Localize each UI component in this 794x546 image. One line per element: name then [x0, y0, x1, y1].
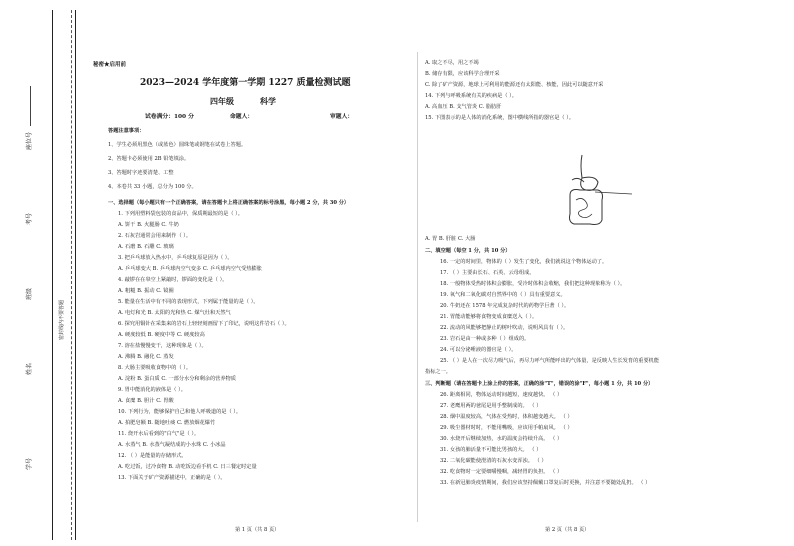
reviewer-label: 审题人： [330, 114, 354, 120]
right-line: 31. 女孩的肺活量不可能比男孩的大。 （ ） [440, 447, 542, 453]
right-line: B. 储存有限，应该科学合理开采 [425, 71, 500, 77]
field-seat: 座位号 [26, 131, 33, 150]
left-line: A. 饼干 B. 火腿肠 C. 牛奶 [118, 222, 179, 228]
setter-label: 命题人： [230, 114, 254, 120]
left-line: A. 电灯和光 B. 太阳的光和热 C. 煤气灶和天然气 [118, 310, 231, 316]
right-line: 14. 下列与呼吸系统有关的疾病是（ ）。 [425, 93, 517, 99]
footer-left: 第 1 页（共 8 页） [235, 527, 280, 533]
right-line: 21. 胃能动能够将食物变成食糜送入（ ）。 [440, 314, 538, 320]
right-line: 16. 一定的时间里，物体的（ ）发生了变化，我们就说这个物体运动了。 [440, 259, 608, 265]
right-line: A. 高血压 B. 支气管炎 C. 脂肪肝 [425, 104, 502, 110]
left-line: A. 拍肥皂额 B. 随地吐痰 C. 燃放烟花爆竹 [118, 420, 216, 426]
right-line: 17. （ ）主要由长石、石英、云母组成。 [440, 270, 535, 276]
left-line: A. 硬度较低 B. 硬度中等 C. 硬度较高 [118, 332, 205, 338]
left-line: 2. 石灰岩通常会用来制作（ ）。 [118, 233, 192, 239]
exam-title: 2023—2024 学年度第一学期 1227 质量检测试题 [140, 78, 351, 88]
right-line: 23. 岩石是由一种或多种（ ）组成的。 [440, 336, 530, 342]
binding-strip [0, 0, 92, 546]
field-name: 姓名 [26, 362, 33, 375]
right-line: 19. 氧气和二氧化碳对自然界中的（ ）具有重要意义。 [440, 292, 566, 298]
left-line: 3. 把乒乓球放入热水中，乒乓球复原是因为（ ）。 [118, 255, 233, 261]
footer-right: 第 2 页（共 8 页） [545, 527, 590, 533]
left-line: 4. 敲锣在在皋空上紧敲时，锣面的变化是（ ）。 [118, 277, 228, 283]
field-class: 班级 [26, 287, 33, 300]
left-line: 7. 溶在盐慢慢变干，这种现象是（ ）。 [118, 343, 207, 349]
left-line: 1. 下列用塑料袋包装的食品中，保质期最短的是（ ）。 [118, 211, 243, 217]
right-line: 29. 吸尘器材时时，不能用嘴吸，应该用手帕扇风。 （ ） [440, 425, 573, 431]
left-line: A. 吃过饭，过冷食物 B. 动吃饭边看手机 C. 日三餐定时定量 [118, 464, 257, 470]
right-line: A. 胃 B. 肝脏 C. 大肠 [425, 236, 476, 242]
left-line: A. 粗糙 B. 振动 C. 镜圈 [118, 288, 174, 294]
right-line: 32. 二氧化碳能使澄清的石灰水变浑浊。 （ ） [440, 458, 547, 464]
notice-2: 2、答题卡必须使用 2B 铅笔填涂。 [108, 156, 190, 162]
left-line: A. 食糜 B. 胆汁 C. 胃酸 [118, 398, 174, 404]
right-line: 26. 距离相同，物体运动时间越短，速度越快。 （ ） [440, 392, 563, 398]
right-line: 二、填空题（每空 1 分，共 10 分） [425, 248, 511, 254]
right-line: 三、判断题（请在答题卡上涂上你的答案，正确的涂"T"，错误的涂"F"，每小题 1 分，共 10 分） [425, 381, 654, 387]
left-line: 6. 探究用铜针在采集来的岩石上轻轻刻画留下了印记，说明这件岩石（ ）。 [118, 321, 290, 327]
left-line: 11. 烧开水后看到的"白气"是（ ）。 [118, 431, 200, 437]
left-line: 13. 下面关于矿产资源描述中，正确的是（ ）。 [118, 475, 226, 481]
score-line: 试卷满分：100 分 [145, 114, 194, 120]
page-divider [417, 52, 418, 522]
seal-line-text: 密封线内不要答题 [59, 299, 65, 340]
right-line: C. 除了矿产资源，地球上可利用的能源还有太阳能、核能，因此可以随意开采 [425, 82, 604, 88]
right-line: 25. （ ）是人在一次尽力吸气后，再尽力呼气所能呼出的气体量，是反映人生长发育的重要机能 [440, 358, 660, 364]
secret-mark: 秘密★启用前 [93, 62, 127, 68]
left-line: 8. 大肠主要吸收食物中的（ ）。 [118, 365, 192, 371]
right-line: 18. 一般物体受热时体积会膨胀，受冷时体积会收缩，我们把这种现象称为（ ）。 [440, 281, 626, 287]
field-exam-no: 考号 [26, 212, 33, 225]
left-line: 5. 能量在生活中有不同的表现形式，下列属于能量的是（ ）。 [118, 299, 259, 305]
notice-1: 1、学生必须用黑色（或蓝色）圆珠笔或钢笔在试卷上答题。 [108, 142, 247, 148]
right-line: 32. 吃食物时一定要细嚼慢咽，减轻胃的负担。 （ ） [440, 469, 563, 475]
notice-4: 4、本卷共 33 小题，总分为 100 分。 [108, 184, 197, 190]
right-line: 27. 老鹰用两的爸尾是用手整制成的。 （ ） [440, 403, 542, 409]
left-line: A. 石磨 B. 石雕 C. 玻璃 [118, 244, 174, 250]
left-line: 9. 胃中能消化的液体是（ ）。 [118, 387, 186, 393]
right-line: 24. 可以分泌唾液的器官是（ ）。 [440, 347, 517, 353]
right-line: 30. 水烧开后继续加热，水的温度会持续升高。 （ ） [440, 436, 563, 442]
right-line: 33. 在新冠肺炎疫情期间，我们应该坚持佩戴口罩复后时更换，并注意不要随处乱扔。 （ ） [440, 480, 651, 486]
left-line: A. 淀粉 B. 蛋白质 C. 一部分水分和剩余的营养物质 [118, 376, 236, 382]
notice-3: 3、答题时字迹要清楚、工整 [108, 170, 174, 176]
left-line: 一、选择题（每小题只有一个正确答案，请在答题卡上将正确答案的标号涂黑，每小题 2 分，共 30 分） [108, 200, 350, 206]
notice-title: 答题注意事项： [108, 128, 145, 134]
left-line: 10. 下列行为，能够保护自己和他人呼吸道的是（ ）。 [118, 409, 242, 415]
grade-label: 四年级 [210, 96, 234, 106]
right-line: 15. 下图表示的是人体的消化系统，图中横线所指的器官是（ ）。 [425, 115, 575, 121]
right-line: 指标之一。 [425, 369, 451, 375]
left-line: A. 沸腾 B. 融化 C. 蒸发 [118, 354, 174, 360]
field-student-no: 学号 [26, 457, 33, 470]
right-line: 20. 牛奶还在 1578 年完成复杂时代的药物学巨著（ ）。 [440, 303, 570, 309]
left-line: 12. （ ）是能量的存储形式。 [118, 453, 187, 459]
right-line: 22. 流动的风能够把静止的树叶吹动，说明风具有（ ）。 [440, 325, 569, 331]
right-line: A. 取之不尽，用之不竭 [425, 60, 479, 66]
left-line: A. 水蒸气 B. 水蒸气凝结成的小水珠 C. 小冰晶 [118, 442, 226, 448]
digestive-system-diagram [560, 150, 650, 235]
left-line: A. 乒乓球变大 B. 乒乓球内空气变多 C. 乒乓球内空气受热膨胀 [118, 266, 262, 272]
subject-label: 科学 [260, 96, 276, 106]
right-line: 28. 烟中温度较高，气体在受热时，体积越变越大。 （ ） [440, 414, 573, 420]
